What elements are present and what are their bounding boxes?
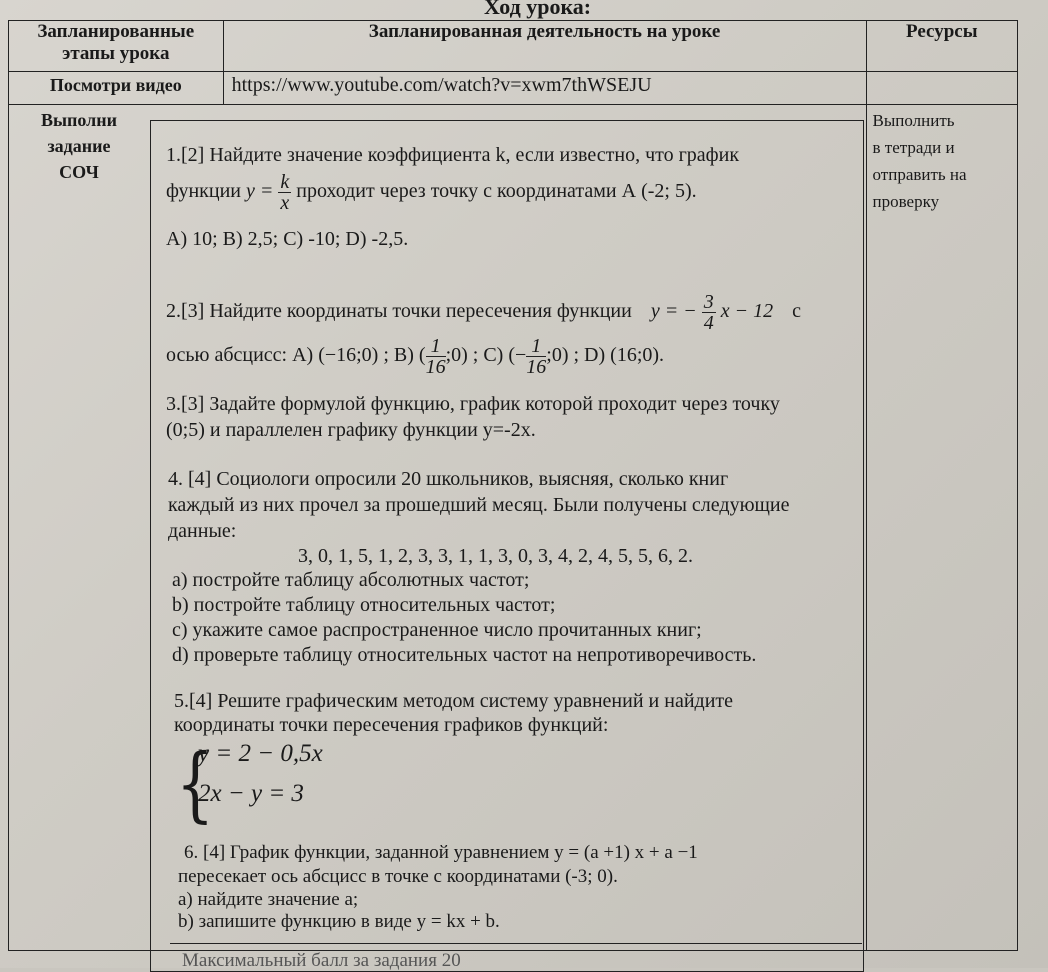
task2-line1 <box>166 292 801 333</box>
frac-num: k <box>280 171 290 193</box>
task6-line1: 6. [4] График функции, заданной уравнением y = (a +1) x + a −1 <box>184 842 698 863</box>
task3-line2: (0;5) и параллелен графику функции y=-2x. <box>166 419 536 441</box>
video-row <box>9 72 1018 105</box>
frac-den: 16 <box>526 356 547 378</box>
frac-den: 4 <box>703 312 714 334</box>
footer-max-score: Максимальный балл за задания 20 <box>182 950 461 971</box>
task1-line2 <box>166 172 697 213</box>
task4-line3: данные: <box>168 520 237 542</box>
task2-fraction-c <box>526 336 546 377</box>
task2-text: ;0) ; D) (16;0). <box>546 344 665 367</box>
resources-line: в тетради и <box>872 138 955 157</box>
task4-b: b) постройте таблицу относительных частот; <box>172 594 556 616</box>
frac-den: 16 <box>425 356 446 378</box>
video-stage: Посмотри видео <box>9 72 224 105</box>
task2-text: 2.[3] Найдите координаты точки пересечения функции <box>166 300 632 323</box>
task4-a: a) постройте таблицу абсолютных частот; <box>172 569 530 591</box>
frac-num: 1 <box>426 336 446 357</box>
task-resources <box>866 105 1017 951</box>
task-stage <box>9 107 149 185</box>
video-resources <box>866 72 1017 105</box>
task4-data: 3, 0, 1, 5, 1, 2, 3, 3, 1, 1, 3, 0, 3, 4, 2, 4, 5, 5, 6, 2. <box>298 545 693 567</box>
task1-y: y = <box>246 180 274 203</box>
header-activity: Запланированная деятельность на уроке <box>223 21 866 72</box>
task1-fraction <box>278 172 291 213</box>
resources-line: Выполнить <box>872 111 955 130</box>
resources-line: проверку <box>872 192 940 211</box>
task2-fraction <box>702 292 716 333</box>
frac-num: 3 <box>703 291 714 313</box>
stage-line: Выполни <box>40 110 118 130</box>
task5-eq1: y = 2 − 0,5x <box>198 740 323 767</box>
header-row <box>9 21 1018 72</box>
video-link[interactable]: https://www.youtube.com/watch?v=xwm7thWSEJU <box>223 72 866 105</box>
task1-answers: A) 10; B) 2,5; C) -10; D) -2,5. <box>166 228 409 250</box>
task4-line1: 4. [4] Социологи опросили 20 школьников, выясняя, сколько книг <box>168 468 729 490</box>
task2-y: y = − <box>650 300 697 323</box>
header-resources: Ресурсы <box>866 21 1017 72</box>
task1-text: проходит через точку с координатами А (-2; 5). <box>296 180 697 203</box>
task2-text: ;0) ; C) (− <box>445 344 527 367</box>
header-stages: Запланированные этапы урока <box>9 21 224 72</box>
page-title: Ход урока: <box>484 0 592 19</box>
task2-text: с <box>792 300 801 323</box>
task3-line1: 3.[3] Задайте формулой функцию, график которой проходит через точку <box>166 393 780 415</box>
system-brace: { <box>176 737 215 832</box>
task2-rest: x − 12 <box>720 300 774 323</box>
task5-eq2: 2x − y = 3 <box>198 780 304 807</box>
footer-divider <box>170 943 862 944</box>
task6-line2: пересекает ось абсцисс в точке с координатами (-3; 0). <box>178 866 618 887</box>
resources-line: отправить на <box>872 165 967 184</box>
stage-line: задание <box>47 136 111 156</box>
task4-d: d) проверьте таблицу относительных частот на непротиворечивость. <box>172 644 757 666</box>
task4-line2: каждый из них прочел за прошедший месяц. Были получены следующие <box>168 494 790 516</box>
task2-text: осью абсцисс: A) (−16;0) ; B) ( <box>166 344 426 367</box>
task1-text: функции <box>166 180 241 203</box>
frac-den: x <box>280 192 290 214</box>
task2-fraction-b <box>426 336 446 377</box>
stage-line: СОЧ <box>59 162 99 182</box>
task6-a: a) найдите значение a; <box>178 889 359 910</box>
task6-b: b) запишите функцию в виде y = kx + b. <box>178 911 500 932</box>
task4-c: c) укажите самое распространенное число прочитанных книг; <box>172 619 702 641</box>
task5-line1: 5.[4] Решите графическим методом систему уравнений и найдите <box>174 690 734 712</box>
frac-num: 1 <box>526 336 546 357</box>
task2-line2 <box>166 336 664 377</box>
task1-line1: 1.[2] Найдите значение коэффициента k, если известно, что график <box>166 144 740 166</box>
task5-line2: координаты точки пересечения графиков функций: <box>174 714 609 736</box>
